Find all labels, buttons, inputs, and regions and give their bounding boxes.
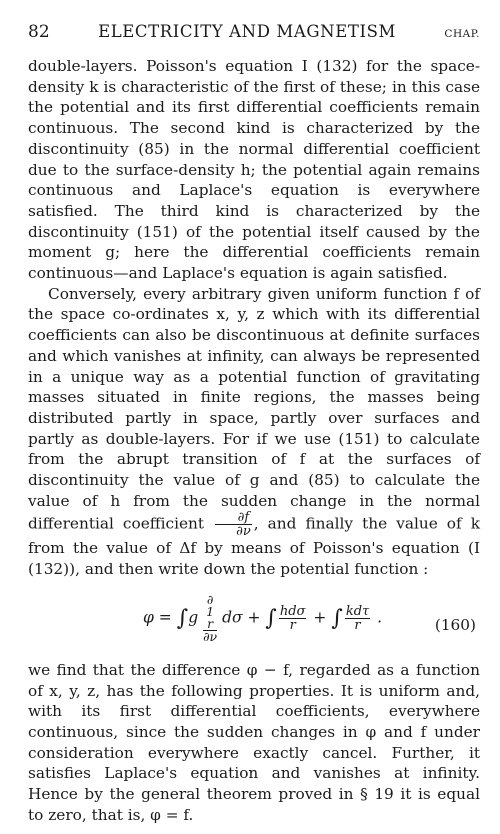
term1-top-partial: ∂ (206, 591, 214, 607)
term1-top-one: 1 (206, 603, 215, 619)
fraction-numerator: ∂f (215, 511, 252, 525)
running-title: ELECTRICITY AND MAGNETISM (98, 22, 396, 41)
page-number: 82 (28, 22, 50, 42)
page-header (28, 22, 480, 48)
integral-sign-2: ∫ (265, 605, 277, 631)
term3-fraction (345, 605, 370, 632)
fraction-denominator: ∂ν (236, 524, 251, 540)
plus-sign: + (313, 608, 327, 627)
equation-160 (28, 582, 480, 660)
equation-body (143, 591, 383, 644)
equation-number: (160) (434, 615, 476, 634)
paragraph-2 (28, 284, 480, 580)
paragraph-2-text-b: , and finally the value of k from the value of Δf by means of Poisson's equation (I (132)), and then write down the potential function : (28, 514, 480, 579)
equation-lhs: φ = (143, 608, 172, 627)
paragraph-3: we find that the difference φ − f, regarded as a function of x, y, z, has the following properties. It is uniform and, with its first differential coefficients, everywhere continuous, since the sudden changes in φ and f under consideration everywhere exactly cancel. Further, it satisfies Laplace's equation and vanishes at infinity. Hence by the general theorem proved in § 19 it is equal to zero, that is, φ = f. (28, 660, 480, 824)
term1-derivative (203, 591, 218, 644)
term1-top-r: r (203, 618, 217, 631)
integral-sign-1: ∫ (176, 605, 189, 631)
term2-denominator: r (289, 617, 296, 633)
term3-numerator: kdτ (345, 603, 370, 619)
term2-numerator: hdσ (279, 603, 306, 619)
integral-sign-3: ∫ (331, 605, 343, 631)
term3-denominator: r (354, 617, 361, 633)
chapter-label: CHAP. (444, 28, 480, 40)
term1-bottom: ∂ν (203, 628, 218, 644)
partial-f-fraction (215, 511, 252, 538)
paragraph-2-text-a: Conversely, every arbitrary given uniform function f of the space co-ordinates x, y, z which with its differential coefficients can also be discontinuous at definite surfaces and which vanishes at infinity, can always be represented in a unique way as a potential function of gravitating masses situated in finite regions, the masses being distributed partly in space, partly over surfaces and partly as double-layers. For if we use (151) to calculate from the abrupt transition of f at the surfaces of discontinuity the value of g and (85) to calculate the value of h from the sudden change in the normal differential coefficient (28, 284, 480, 533)
term1-g: g (188, 608, 199, 627)
term1-dsigma: dσ + (222, 608, 261, 627)
term2-fraction (279, 605, 307, 632)
paragraph-1: double-layers. Poisson's equation I (132) for the space-density k is characteristic of the first of these; in this case the potential and its first differential coefficients remain continuous. The second kind is characterized by the discontinuity (85) in the normal differential coefficient due to the surface-density h; the potential again remains continuous and Laplace's equation is everywhere satisfied. The third kind is characterized by the discontinuity (151) of the potential itself caused by the moment g; here the differential coefficients remain continuous—and Laplace's equation is again satisfied. (28, 57, 480, 283)
equation-dot: . (377, 608, 383, 627)
